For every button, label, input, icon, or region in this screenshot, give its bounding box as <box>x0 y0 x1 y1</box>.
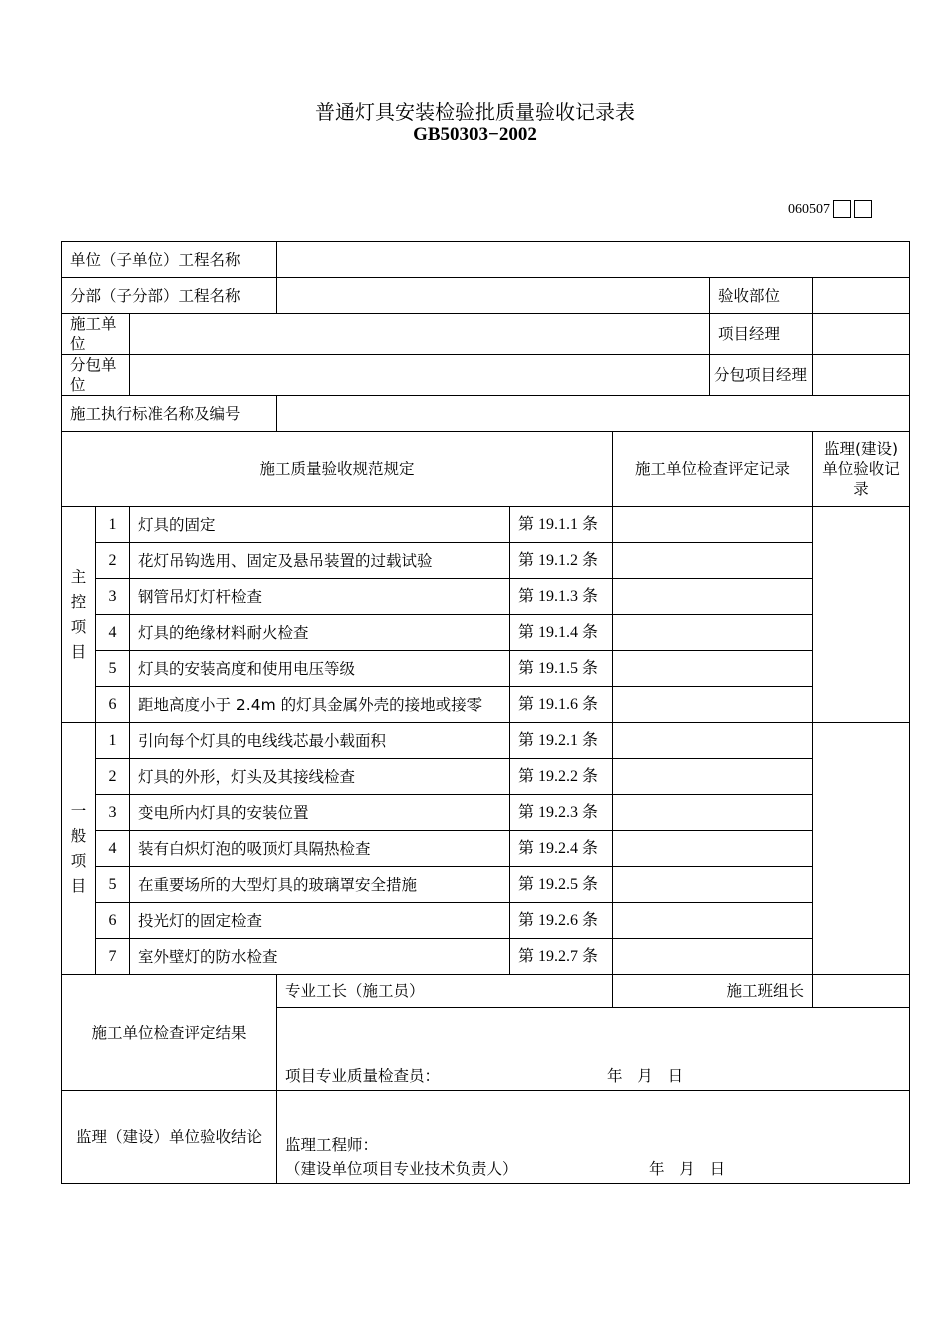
item-description: 距地高度小于 2.4m 的灯具金属外壳的接地或接零 <box>130 687 510 723</box>
item-description: 花灯吊钩选用、固定及悬吊装置的过载试验 <box>130 543 510 579</box>
table-row <box>62 615 910 651</box>
subcontractor-label: 分包单位 <box>62 355 130 396</box>
contractor-record-field[interactable] <box>613 579 813 615</box>
result-date-label: 年 月 日 <box>607 1067 684 1085</box>
contractor-record-field[interactable] <box>613 903 813 939</box>
subcontractor-field[interactable] <box>130 355 710 396</box>
item-number: 4 <box>96 831 130 867</box>
inspection-table <box>61 241 910 1184</box>
form-title: 普通灯具安装检验批质量验收记录表 <box>315 100 635 124</box>
table-row <box>62 651 910 687</box>
supervisor-record-field[interactable] <box>813 507 910 723</box>
contractor-record-field[interactable] <box>613 651 813 687</box>
acceptance-part-label: 验收部位 <box>710 278 813 314</box>
team-leader-label: 施工班组长 <box>613 975 813 1008</box>
item-reference: 第 19.1.3 条 <box>510 579 613 615</box>
inspector-label: 项目专业质量检查员： <box>285 1067 441 1085</box>
main-items-group-label: 主控项目 <box>62 507 96 723</box>
form-code <box>788 200 872 218</box>
contractor-record-field[interactable] <box>613 759 813 795</box>
owner-label: （建设单位项目专业技术负责人） <box>285 1160 518 1178</box>
item-number: 7 <box>96 939 130 975</box>
code-box-2[interactable] <box>854 200 872 218</box>
item-description: 室外壁灯的防水检查 <box>130 939 510 975</box>
item-reference: 第 19.2.7 条 <box>510 939 613 975</box>
contractor-record-field[interactable] <box>613 687 813 723</box>
table-row <box>62 759 910 795</box>
spec-column-header: 施工质量验收规范规定 <box>62 432 613 507</box>
table-row <box>62 723 910 759</box>
contractor-record-field[interactable] <box>613 507 813 543</box>
unit-project-field[interactable] <box>277 242 910 278</box>
team-leader-field[interactable] <box>813 975 910 1008</box>
item-number: 5 <box>96 867 130 903</box>
item-number: 4 <box>96 615 130 651</box>
standard-field[interactable] <box>277 396 910 432</box>
table-row <box>62 579 910 615</box>
unit-project-label: 单位（子单位）工程名称 <box>62 242 277 278</box>
main-items <box>62 507 910 723</box>
sub-project-manager-label: 分包项目经理 <box>710 355 813 396</box>
table-row <box>62 543 910 579</box>
item-number: 1 <box>96 723 130 759</box>
item-reference: 第 19.2.1 条 <box>510 723 613 759</box>
supervisor-record-field[interactable] <box>813 723 910 975</box>
project-manager-field[interactable] <box>813 314 910 355</box>
contractor-record-field[interactable] <box>613 723 813 759</box>
contractor-record-field[interactable] <box>613 939 813 975</box>
sub-project-field[interactable] <box>277 278 710 314</box>
contractor-record-field[interactable] <box>613 867 813 903</box>
conclusion-label: 监理（建设）单位验收结论 <box>62 1091 277 1184</box>
item-description: 灯具的固定 <box>130 507 510 543</box>
result-label: 施工单位检查评定结果 <box>62 975 277 1091</box>
table-row <box>62 831 910 867</box>
acceptance-part-field[interactable] <box>813 278 910 314</box>
item-description: 在重要场所的大型灯具的玻璃罩安全措施 <box>130 867 510 903</box>
form-code-number: 060507 <box>788 202 830 217</box>
code-box-1[interactable] <box>833 200 851 218</box>
table-row <box>62 903 910 939</box>
foreman-label: 专业工长（施工员） <box>277 975 613 1008</box>
contractor-record-field[interactable] <box>613 543 813 579</box>
item-number: 6 <box>96 903 130 939</box>
engineer-label: 监理工程师： <box>285 1136 379 1154</box>
item-reference: 第 19.1.1 条 <box>510 507 613 543</box>
item-reference: 第 19.2.6 条 <box>510 903 613 939</box>
contractor-record-field[interactable] <box>613 831 813 867</box>
contractor-record-field[interactable] <box>613 795 813 831</box>
item-description: 灯具的绝缘材料耐火检查 <box>130 615 510 651</box>
table-row <box>62 507 910 543</box>
item-reference: 第 19.1.2 条 <box>510 543 613 579</box>
item-description: 装有白炽灯泡的吸顶灯具隔热检查 <box>130 831 510 867</box>
contractor-label: 施工单位 <box>62 314 130 355</box>
item-number: 3 <box>96 795 130 831</box>
standard-code: GB50303−2002 <box>413 124 537 145</box>
item-description: 变电所内灯具的安装位置 <box>130 795 510 831</box>
sub-project-label: 分部（子分部）工程名称 <box>62 278 277 314</box>
table-row <box>62 795 910 831</box>
item-description: 钢管吊灯灯杆检查 <box>130 579 510 615</box>
item-number: 6 <box>96 687 130 723</box>
sub-project-manager-field[interactable] <box>813 355 910 396</box>
item-reference: 第 19.2.3 条 <box>510 795 613 831</box>
item-description: 引向每个灯具的电线线芯最小载面积 <box>130 723 510 759</box>
item-description: 灯具的安装高度和使用电压等级 <box>130 651 510 687</box>
table-row <box>62 867 910 903</box>
standard-label: 施工执行标准名称及编号 <box>62 396 277 432</box>
item-reference: 第 19.2.5 条 <box>510 867 613 903</box>
project-manager-label: 项目经理 <box>710 314 813 355</box>
conclusion-date-label: 年 月 日 <box>649 1160 726 1178</box>
inspector-cell[interactable] <box>277 1008 910 1091</box>
item-reference: 第 19.1.6 条 <box>510 687 613 723</box>
contractor-record-field[interactable] <box>613 615 813 651</box>
item-description: 投光灯的固定检查 <box>130 903 510 939</box>
contractor-record-header: 施工单位检查评定记录 <box>613 432 813 507</box>
table-row <box>62 687 910 723</box>
item-reference: 第 19.1.4 条 <box>510 615 613 651</box>
item-number: 2 <box>96 543 130 579</box>
item-reference: 第 19.1.5 条 <box>510 651 613 687</box>
item-number: 2 <box>96 759 130 795</box>
conclusion-cell[interactable] <box>277 1091 910 1184</box>
contractor-field[interactable] <box>130 314 710 355</box>
item-description: 灯具的外形，灯头及其接线检查 <box>130 759 510 795</box>
item-reference: 第 19.2.2 条 <box>510 759 613 795</box>
general-items <box>62 723 910 975</box>
item-number: 3 <box>96 579 130 615</box>
item-number: 1 <box>96 507 130 543</box>
general-items-group-label: 一般项目 <box>62 723 96 975</box>
supervisor-record-header: 监理(建设)单位验收记录 <box>813 432 910 507</box>
item-reference: 第 19.2.4 条 <box>510 831 613 867</box>
item-number: 5 <box>96 651 130 687</box>
table-row <box>62 939 910 975</box>
